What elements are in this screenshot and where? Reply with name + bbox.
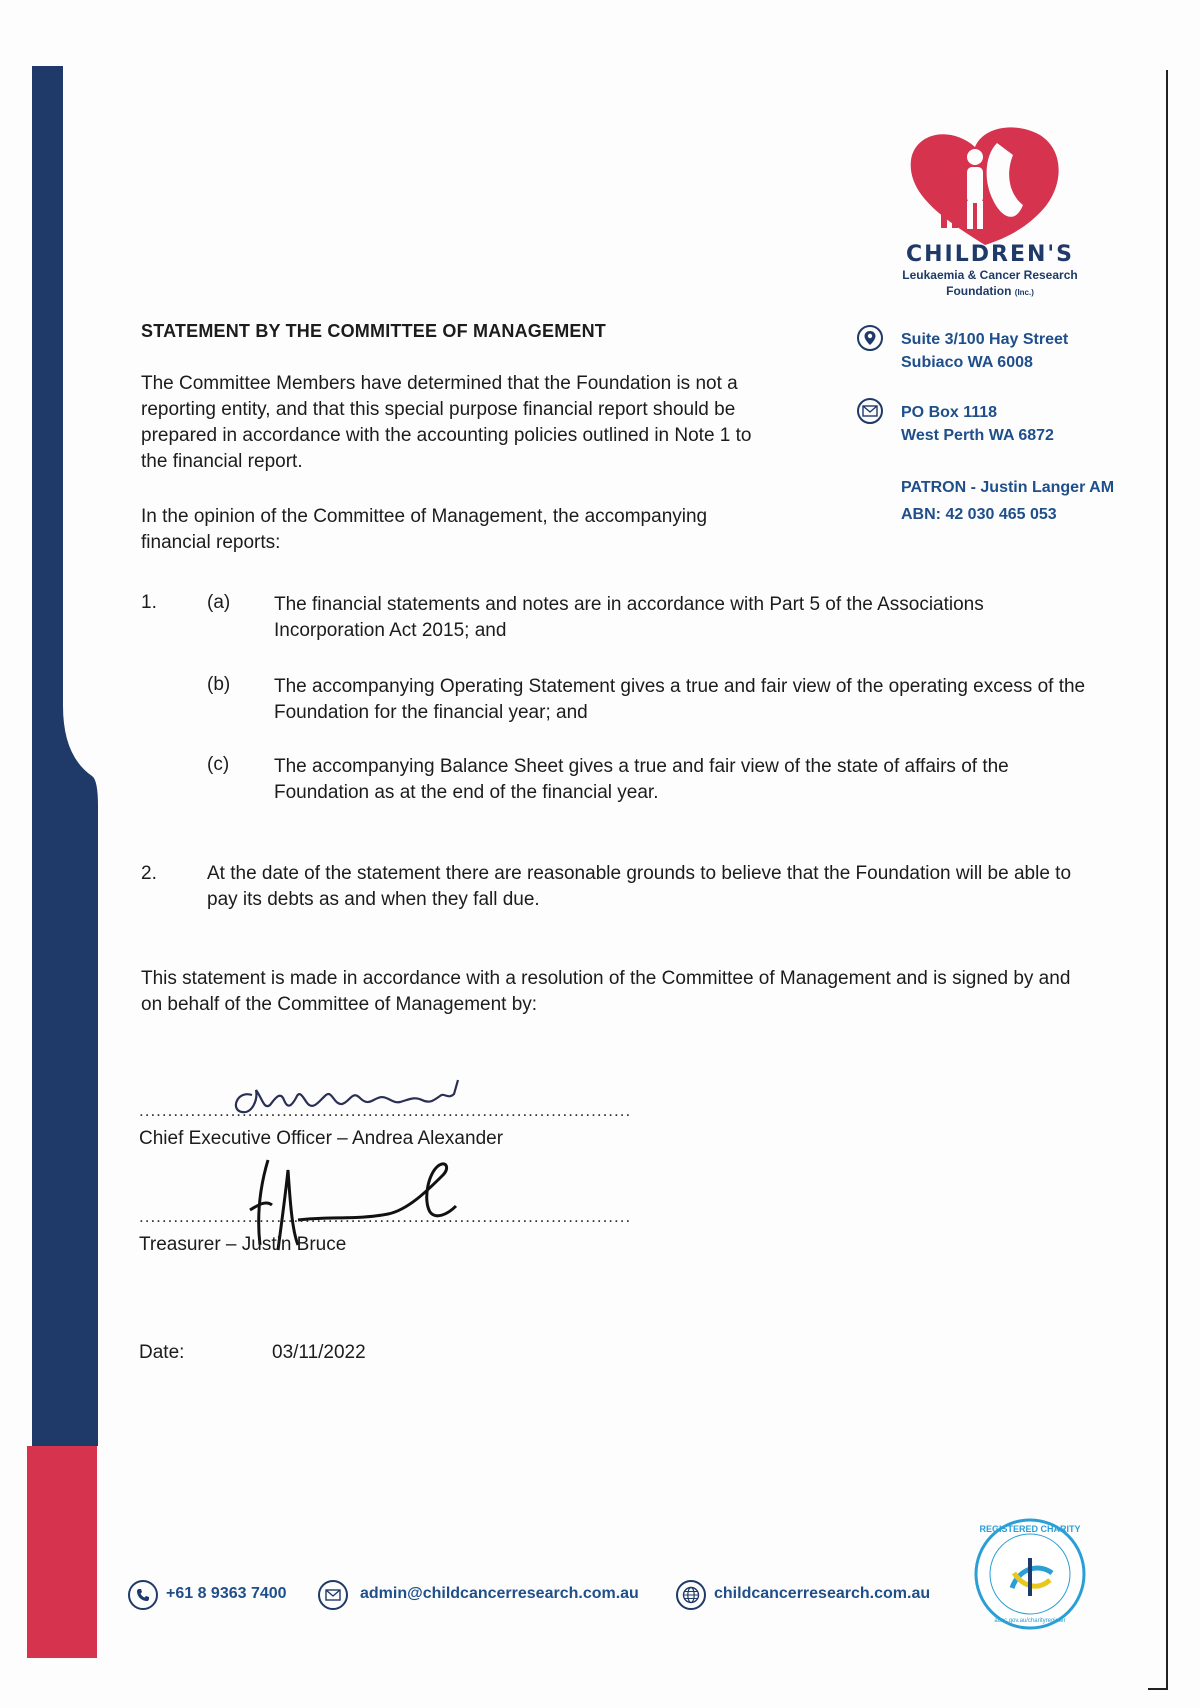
po-box-address (901, 401, 1054, 447)
item-1a-label: (a) (207, 592, 231, 613)
item-1a-text: The financial statements and notes are in accordance with Part 5 of the Associations Incorporation Act 2015; and (274, 594, 984, 641)
logo-title: CHILDREN'S (906, 242, 1074, 267)
address-line2: Subiaco WA 6008 (901, 354, 1033, 371)
footer-phone[interactable]: +61 8 9363 7400 (166, 1585, 287, 1602)
item-1b-text: The accompanying Operating Statement gives a true and fair view of the operating excess of the Foundation for the financial year; and (274, 676, 1086, 723)
date-label: Date: (139, 1342, 185, 1363)
item-number-1: 1. (141, 592, 157, 613)
statement-paragraph-3: This statement is made in accordance with a resolution of the Committee of Management and is signed by and on behalf of the Committee of Management by: (141, 968, 1071, 1015)
page-edge-corner (1148, 1688, 1168, 1690)
postal-address (901, 328, 1068, 374)
foundation-heart-logo (905, 125, 1065, 250)
logo-foundation: Foundation (946, 284, 1012, 298)
statement-paragraph-2: In the opinion of the Committee of Management, the accompanying financial reports: (141, 506, 708, 553)
page-edge-line (1166, 70, 1168, 1690)
ceo-signatory: Chief Executive Officer – Andrea Alexander (139, 1128, 504, 1149)
item-1c-label: (c) (207, 754, 230, 775)
globe-icon (676, 1580, 706, 1610)
signature-line-ceo: ...................................................................................... (139, 1101, 632, 1120)
logo-inc: (Inc.) (1014, 288, 1034, 297)
statement-heading: STATEMENT BY THE COMMITTEE OF MANAGEMENT (141, 321, 606, 341)
signature-line-treasurer: ...................................................................................... (139, 1207, 632, 1226)
po-line2: West Perth WA 6872 (901, 427, 1054, 444)
treasurer-signatory: Treasurer – Justin Bruce (139, 1234, 347, 1255)
po-line1: PO Box 1118 (901, 404, 998, 421)
abn: ABN: 42 030 465 053 (901, 506, 1057, 523)
left-decorative-bar-red (27, 1446, 97, 1658)
logo-subtitle-line2 (880, 284, 1100, 298)
patron-abn-block (901, 476, 1114, 526)
date-value: 03/11/2022 (272, 1342, 366, 1363)
address-line1: Suite 3/100 Hay Street (901, 331, 1069, 348)
statement-paragraph-1: The Committee Members have determined that the Foundation is not a reporting entity, and that this special purpose financial report should be prepared in accordance with the accounting policies outlined in Note 1 to the financial report. (141, 373, 752, 472)
footer-website[interactable]: childcancerresearch.com.au (714, 1585, 931, 1602)
location-pin-icon (857, 325, 883, 351)
svg-text:acnc.gov.au/charityregister: acnc.gov.au/charityregister (994, 1618, 1066, 1624)
email-icon (318, 1580, 348, 1610)
item-1b-label: (b) (207, 674, 231, 695)
item-number-2: 2. (141, 863, 157, 884)
logo-subtitle: Leukaemia & Cancer Research (902, 268, 1078, 282)
footer-email[interactable]: admin@childcancerresearch.com.au (360, 1585, 639, 1602)
left-decorative-bar (32, 66, 98, 1446)
phone-icon (128, 1580, 158, 1610)
envelope-icon (857, 398, 883, 424)
registered-charity-badge (974, 1518, 1086, 1630)
item-1c-text: The accompanying Balance Sheet gives a true and fair view of the state of affairs of the Foundation as at the end of the financial year. (274, 756, 1009, 803)
patron: PATRON - Justin Langer AM (901, 479, 1115, 496)
item-2-text: At the date of the statement there are reasonable grounds to believe that the Foundation will be able to pay its debts as and when they fall due. (207, 863, 1072, 910)
svg-text:REGISTERED CHARITY: REGISTERED CHARITY (979, 1524, 1081, 1534)
